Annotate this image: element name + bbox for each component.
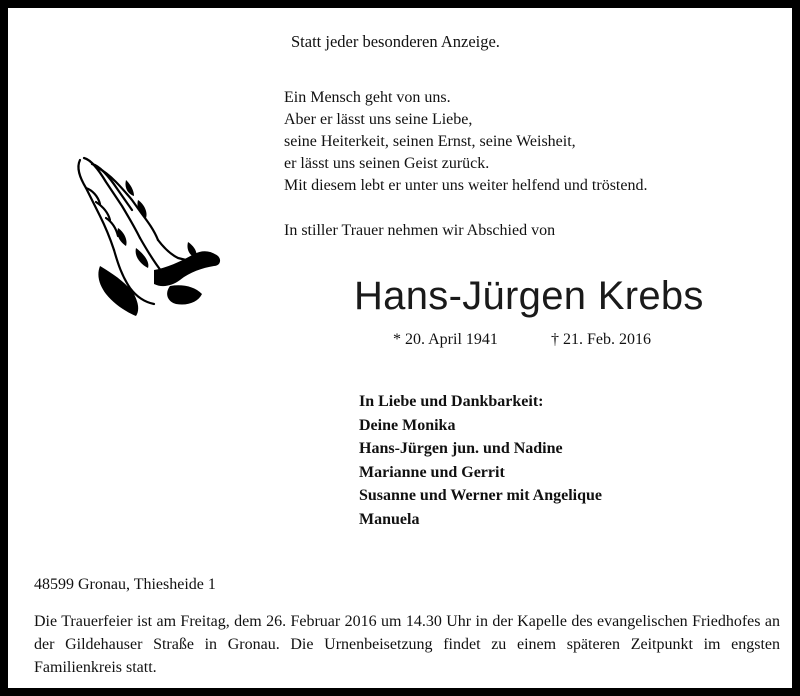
poem-line: Aber er lässt uns seine Liebe, [284, 111, 473, 128]
farewell-line: In stiller Trauer nehmen wir Abschied von [284, 222, 556, 239]
poem-line: seine Heiterkeit, seinen Ernst, seine Weisheit, [284, 133, 576, 150]
poem-line: Ein Mensch geht von uns. [284, 89, 451, 106]
mourner-item: Deine Monika [359, 416, 456, 434]
memorial-poem [284, 87, 647, 197]
deceased-name: Hans-Jürgen Krebs [354, 274, 704, 318]
intro-line: Statt jeder besonderen Anzeige. [291, 32, 500, 51]
poem-line: Mit diesem lebt er unter uns weiter helfend und tröstend. [284, 177, 648, 194]
poem-line: er lässt uns seinen Geist zurück. [284, 155, 490, 172]
birth-date: * 20. April 1941 [393, 331, 498, 348]
praying-hands-icon [70, 154, 226, 320]
mourner-item: Susanne und Werner mit Angelique [359, 487, 603, 504]
mourner-item: Marianne und Gerrit [359, 463, 505, 481]
mourners-heading: In Liebe und Dankbarkeit: [359, 393, 544, 410]
death-date: † 21. Feb. 2016 [551, 331, 651, 348]
mourner-item: Hans-Jürgen jun. und Nadine [359, 440, 563, 457]
mourner-item: Manuela [359, 510, 420, 528]
mourners-list [359, 390, 602, 531]
funeral-details: Die Trauerfeier ist am Freitag, dem 26. Februar 2016 um 14.30 Uhr in der Kapelle des evangelischen Friedhofes an der Gildehauser Straße in Gronau. Die Urnenbeisetzung findet zu einem späteren Zeitpunkt im engsten Familienkreis statt. [34, 613, 780, 676]
family-address: 48599 Gronau, Thiesheide 1 [34, 576, 216, 593]
